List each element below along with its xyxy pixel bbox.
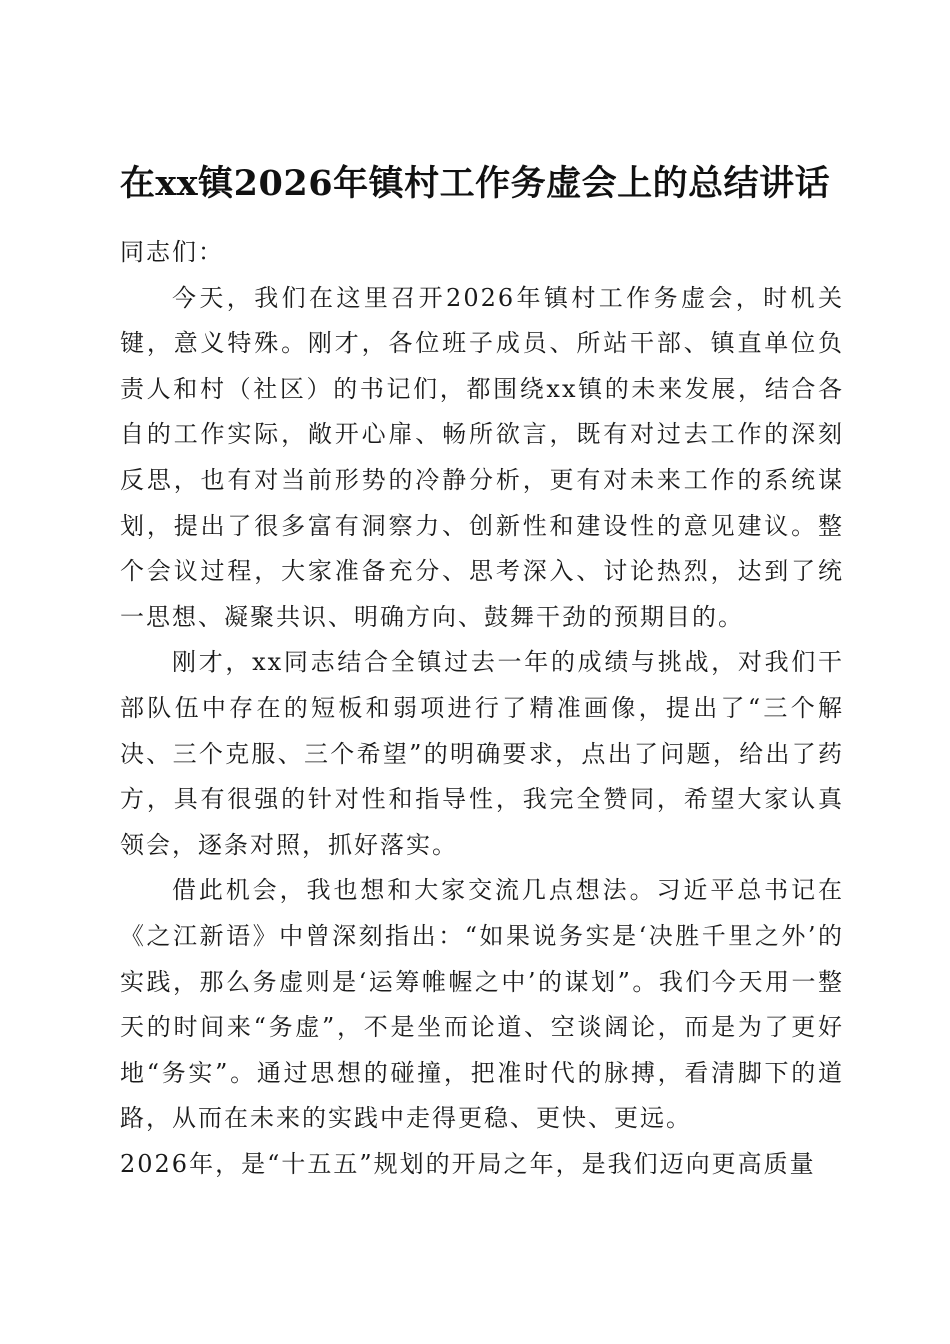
document-title: 在xx镇2026年镇村工作务虚会上的总结讲话 [119, 163, 831, 205]
paragraph-reflection: 借此机会，我也想和大家交流几点想法。习近平总书记在《之江新语》中曾深刻指出：“如果说务实是‘决胜千里之外’的实践，那么务虚则是‘运筹帷幄之中’的谋划”。我们今天用一整天的时间来“务虚”，不是坐而论道、空谈阔论，而是为了更好地“务实”。通过思想的碰撞，把准时代的脉搏，看清脚下的道路，从而在未来的实践中走得更稳、更快、更远。 [120, 876, 844, 1133]
document-body [120, 230, 844, 1187]
paragraph-endorsement: 刚才，xx同志结合全镇过去一年的成绩与挑战，对我们干部队伍中存在的短板和弱项进行了精准画像，提出了“三个解决、三个克服、三个希望”的明确要求，点出了问题，给出了药方，具有很强的针对性和指导性，我完全赞同，希望大家认真领会，逐条对照，抓好落实。 [120, 648, 844, 859]
salutation: 同志们： [120, 238, 224, 266]
paragraph-opening: 今天，我们在这里召开2026年镇村工作务虚会，时机关键，意义特殊。刚才，各位班子成员、所站干部、镇直单位负责人和村（社区）的书记们，都围绕xx镇的未来发展，结合各自的工作实际，敞开心扉、畅所欲言，既有对过去工作的深刻反思，也有对当前形势的冷静分析，更有对未来工作的系统谋划，提出了很多富有洞察力、创新性和建设性的意见建议。整个会议过程，大家准备充分、思考深入、讨论热烈，达到了统一思想、凝聚共识、明确方向、鼓舞干劲的预期目的。 [120, 283, 844, 631]
paragraph-continuation: 2026年，是“十五五”规划的开局之年，是我们迈向更高质量 [120, 1149, 816, 1178]
